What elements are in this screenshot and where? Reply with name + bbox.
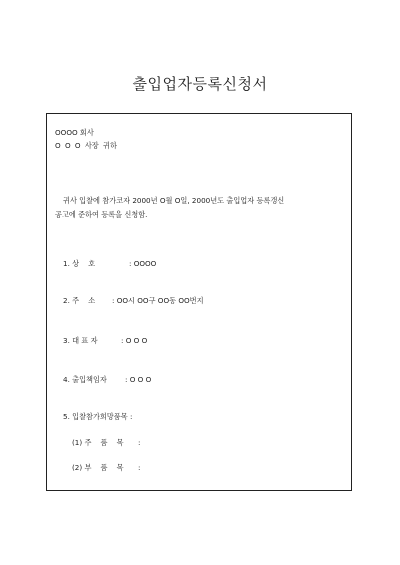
field-value-entry-manager: : O O O <box>125 375 152 384</box>
recipient-addressee: O O O 사장 귀하 <box>55 141 117 150</box>
item5-sub-value: : <box>138 463 141 472</box>
item5-label: 5. 입찰참가희망품목 : <box>63 412 133 421</box>
field-value-representative: : O O O <box>121 336 148 345</box>
field-label-trade-name: 1. 상 호 <box>63 259 96 268</box>
item5-sub-label: (2) 부 품 목 <box>72 463 124 472</box>
field-value-address: : OO시 OO구 OO동 OO번지 <box>112 296 204 305</box>
field-value-trade-name: : OOOO <box>129 259 157 268</box>
field-label-address: 2. 주 소 <box>63 296 96 305</box>
recipient-company: OOOO 회사 <box>55 128 94 137</box>
body-line-2: 공고에 준하여 등록을 신청함. <box>55 210 148 219</box>
item5-main-value: : <box>138 438 141 447</box>
field-label-entry-manager: 4. 출입책임자 <box>63 375 107 384</box>
body-line-1: 귀사 입찰에 참가코자 2000년 O월 O일, 2000년도 출입업자 등록갱신 <box>63 196 285 205</box>
field-label-representative: 3. 대 표 자 <box>63 336 98 345</box>
document-title: 출입업자등록신청서 <box>132 75 268 93</box>
item5-main-label: (1) 주 품 목 <box>72 438 124 447</box>
